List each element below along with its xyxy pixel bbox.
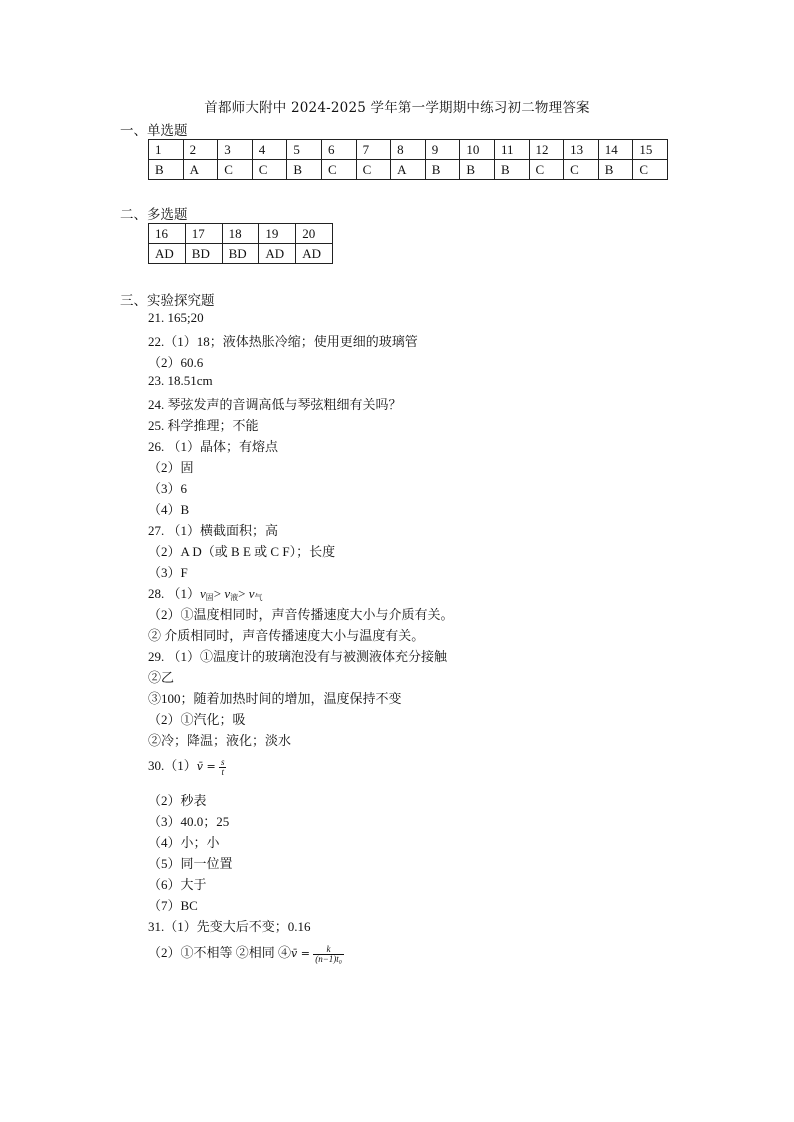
question-number-cell: 10 xyxy=(460,140,495,160)
answer-line: （5）同一位置 xyxy=(148,856,233,871)
answer-line-q31 xyxy=(148,942,344,964)
subscript-gas: 气 xyxy=(254,593,263,602)
numerator: k xyxy=(313,945,344,955)
answer-line: （2）A D（或 B E 或 C F）；长度 xyxy=(148,544,336,559)
q30-prefix: 30.（1） xyxy=(148,758,197,773)
answer-line: （2）固 xyxy=(148,460,194,475)
q31-prefix: （2）①不相等 ②相同 ④ xyxy=(148,945,292,960)
answer-line: （3）40.0；25 xyxy=(148,814,230,829)
answer-cell: C xyxy=(252,160,287,180)
answer-cell: C xyxy=(633,160,668,180)
single-choice-answer-table xyxy=(148,139,668,180)
answer-cell: BD xyxy=(222,244,259,264)
answer-line: （2）①温度相同时，声音传播速度大小与介质有关。 xyxy=(148,607,454,622)
answer-line: （4）小；小 xyxy=(148,835,220,850)
greater-than: > xyxy=(213,586,222,601)
question-number-cell: 19 xyxy=(259,224,296,244)
answer-cell: B xyxy=(287,160,322,180)
answer-cell: C xyxy=(321,160,356,180)
question-number-cell: 2 xyxy=(183,140,218,160)
answer-line: 26. （1）晶体；有熔点 xyxy=(148,439,279,454)
answer-line-q30 xyxy=(148,755,226,777)
multiple-choice-answer-table xyxy=(148,223,333,264)
answer-line: （4）B xyxy=(148,502,190,517)
answer-line: （3）6 xyxy=(148,481,188,496)
subscript-liquid: 液 xyxy=(230,593,239,602)
numerator: s xyxy=(220,756,225,767)
answer-cell: C xyxy=(356,160,391,180)
question-number-cell: 14 xyxy=(598,140,633,160)
answer-line: ③100；随着加热时间的增加，温度保持不变 xyxy=(148,691,402,706)
question-number-cell: 20 xyxy=(296,224,333,244)
answer-line: （2）60.6 xyxy=(148,355,204,370)
answer-cell: C xyxy=(218,160,253,180)
average-velocity-formula: v̄ = xyxy=(196,760,216,773)
section-heading-multiple-choice: 二、多选题 xyxy=(120,207,188,223)
answer-line: （7）BC xyxy=(148,898,198,913)
answer-cell: A xyxy=(183,160,218,180)
answer-line: 24. 琴弦发声的音调高低与琴弦粗细有关吗？ xyxy=(148,397,402,412)
velocity-symbol: v xyxy=(200,586,206,601)
answer-cell: B xyxy=(460,160,495,180)
question-number-cell: 13 xyxy=(564,140,599,160)
answer-cell: BD xyxy=(185,244,222,264)
fraction-s-over-t xyxy=(219,758,227,777)
denominator: (n−1)t₀ xyxy=(315,953,342,964)
answer-line: （2）①汽化；吸 xyxy=(148,712,246,727)
question-number-cell: 18 xyxy=(222,224,259,244)
answer-line: （3）F xyxy=(148,565,188,580)
fraction-k-over-n-minus-1-t0 xyxy=(313,945,344,964)
question-number-cell: 12 xyxy=(529,140,564,160)
answer-cell: A xyxy=(391,160,426,180)
section-heading-single-choice: 一、单选题 xyxy=(120,123,188,139)
question-number-cell: 16 xyxy=(149,224,186,244)
question-number-cell: 9 xyxy=(425,140,460,160)
average-velocity-formula: v̄ = xyxy=(291,947,310,960)
question-number-cell: 4 xyxy=(252,140,287,160)
question-number-cell: 3 xyxy=(218,140,253,160)
answer-line: 25. 科学推理；不能 xyxy=(148,418,259,433)
answer-line: 29. （1）①温度计的玻璃泡没有与被测液体充分接触 xyxy=(148,649,448,664)
answer-cell: B xyxy=(598,160,633,180)
answer-line-q28 xyxy=(148,583,263,603)
greater-than: > xyxy=(238,586,246,601)
answer-cell: C xyxy=(529,160,564,180)
document-title: 首都师大附中 2024-2025 学年第一学期期中练习初二物理答案 xyxy=(204,100,590,116)
question-number-row xyxy=(149,140,668,160)
question-number-cell: 11 xyxy=(494,140,529,160)
answer-cell: C xyxy=(564,160,599,180)
answer-line: 22.（1）18；液体热胀冷缩；使用更细的玻璃管 xyxy=(148,334,418,349)
answer-line: （6）大于 xyxy=(148,877,207,892)
subscript-solid: 固 xyxy=(205,593,214,602)
question-number-cell: 1 xyxy=(149,140,184,160)
question-number-row xyxy=(149,224,333,244)
velocity-symbol: v xyxy=(224,586,231,601)
question-number-cell: 15 xyxy=(633,140,668,160)
question-number-cell: 5 xyxy=(287,140,322,160)
velocity-symbol: v xyxy=(248,586,255,601)
question-number-cell: 7 xyxy=(356,140,391,160)
section-heading-experiment: 三、实验探究题 xyxy=(120,293,215,309)
question-number-cell: 6 xyxy=(321,140,356,160)
question-number-cell: 17 xyxy=(185,224,222,244)
answer-row xyxy=(149,160,668,180)
answer-line: ②冷；降温；液化；淡水 xyxy=(148,733,292,748)
answer-line: 21. 165;20 xyxy=(148,310,204,325)
answer-line: ② 介质相同时，声音传播速度大小与温度有关。 xyxy=(148,628,425,643)
denominator: t xyxy=(221,766,224,777)
answer-cell: B xyxy=(149,160,184,180)
answer-cell: AD xyxy=(296,244,333,264)
answer-line: 31.（1）先变大后不变；0.16 xyxy=(148,919,311,934)
answer-row xyxy=(149,244,333,264)
answer-cell: AD xyxy=(259,244,296,264)
answer-cell: AD xyxy=(149,244,186,264)
answer-line: 27. （1）横截面积；高 xyxy=(148,523,279,538)
answer-line: 23. 18.51cm xyxy=(148,373,213,388)
answer-cell: B xyxy=(494,160,529,180)
q28-prefix: 28. （1） xyxy=(148,586,201,601)
question-number-cell: 8 xyxy=(391,140,426,160)
answer-line: （2）秒表 xyxy=(148,793,207,808)
answer-cell: B xyxy=(425,160,460,180)
answer-line: ②乙 xyxy=(148,670,175,685)
